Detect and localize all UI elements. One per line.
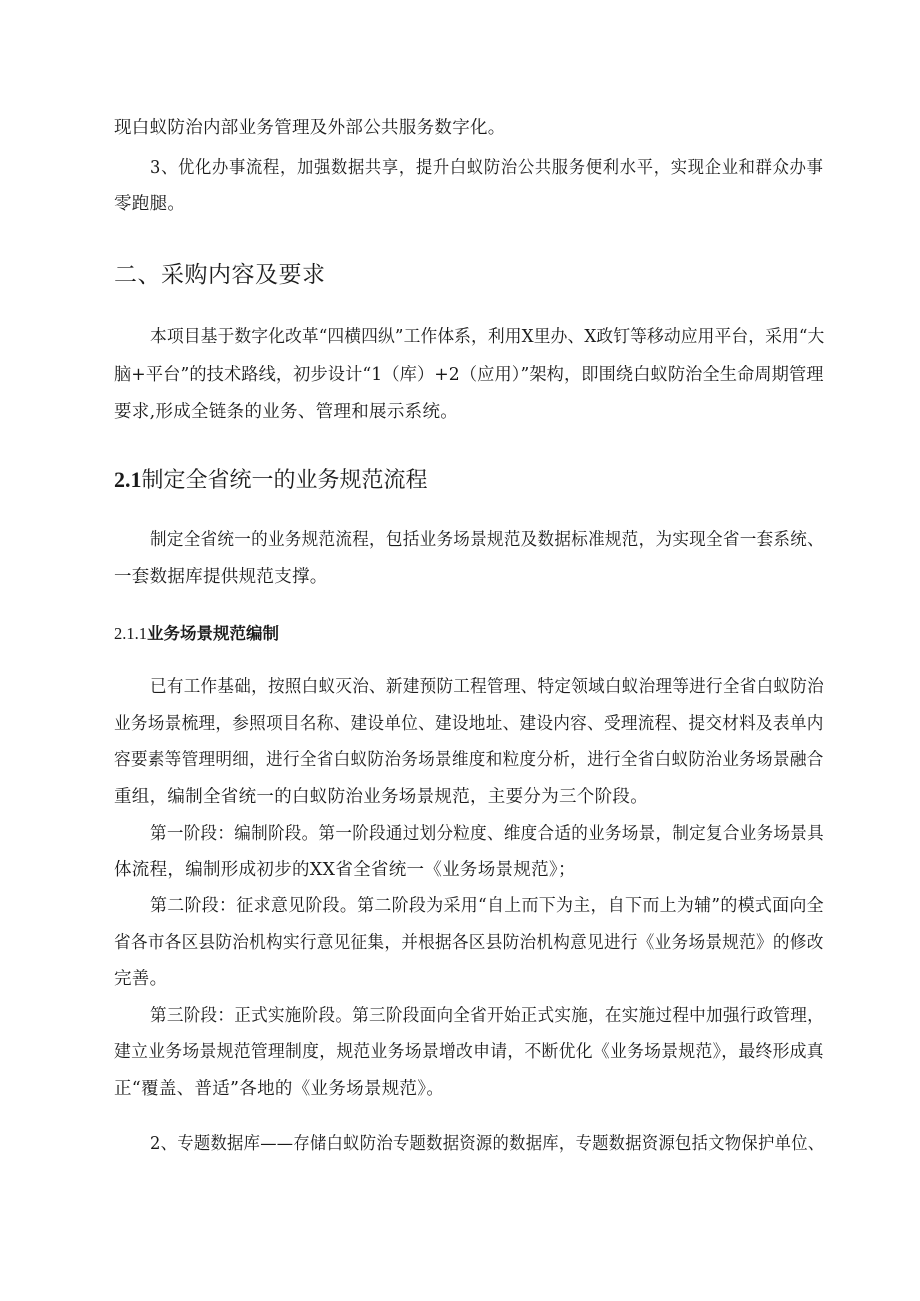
paragraph-line: 业务场景梳理，参照项目名称、建设单位、建设地址、建设内容、受理流程、提交材料及表单内 [114, 714, 824, 734]
section-heading: 二、采购内容及要求 [114, 262, 326, 288]
paragraph-line: 完善。 [114, 969, 168, 989]
subsubsection-title: 业务场景规范编制 [147, 624, 279, 643]
paragraph-line: 第三阶段：正式实施阶段。第三阶段面向全省开始正式实施，在实施过程中加强行政管理， [150, 1006, 824, 1026]
paragraph-line: 零跑腿。 [114, 194, 186, 214]
paragraph-line: 3、优化办事流程，加强数据共享，提升白蚁防治公共服务便利水平，实现企业和群众办事 [150, 158, 824, 178]
paragraph-line: 正“覆盖、普适”各地的《业务场景规范》。 [114, 1079, 445, 1099]
paragraph-line: 一套数据库提供规范支撑。 [114, 567, 328, 587]
paragraph-line: 体流程，编制形成初步的XX省全省统一《业务场景规范》； [114, 860, 576, 880]
paragraph-line: 要求,形成全链条的业务、管理和展示系统。 [114, 402, 459, 422]
paragraph-line: 现白蚁防治内部业务管理及外部公共服务数字化。 [114, 118, 506, 138]
paragraph-line: 已有工作基础，按照白蚁灭治、新建预防工程管理、特定领域白蚁治理等进行全省白蚁防治 [150, 677, 824, 697]
subsubsection-heading [114, 623, 279, 645]
paragraph-line: 容要素等管理明细，进行全省白蚁防治务场景维度和粒度分析，进行全省白蚁防治业务场景融合 [114, 750, 824, 770]
paragraph-line: 省各市各区县防治机构实行意见征集，并根据各区县防治机构意见进行《业务场景规范》的修改 [114, 933, 824, 953]
subsubsection-number: 2.1.1 [114, 624, 147, 643]
paragraph-line: 重组，编制全省统一的白蚁防治业务场景规范，主要分为三个阶段。 [114, 787, 648, 807]
paragraph-line: 制定全省统一的业务规范流程，包括业务场景规范及数据标准规范，为实现全省一套系统、 [150, 530, 824, 550]
paragraph-line: 第二阶段：征求意见阶段。第二阶段为采用“自上而下为主，自下而上为辅”的模式面向全 [150, 896, 824, 916]
subsection-number: 2.1 [114, 467, 142, 492]
paragraph-line: 2、专题数据库——存储白蚁防治专题数据资源的数据库，专题数据资源包括文物保护单位、 [150, 1134, 825, 1154]
subsection-heading [114, 465, 428, 496]
paragraph-line: 第一阶段：编制阶段。第一阶段通过划分粒度、维度合适的业务场景，制定复合业务场景具 [150, 824, 824, 844]
paragraph-line: 本项目基于数字化改革“四横四纵”工作体系，利用X里办、X政钉等移动应用平台，采用“大 [150, 327, 825, 347]
subsection-title: 制定全省统一的业务规范流程 [141, 468, 428, 493]
paragraph-line: 脑+平台”的技术路线，初步设计“1（库）+2（应用）”架构，即围绕白蚁防治全生命周期管理 [114, 365, 824, 385]
paragraph-line: 建立业务场景规范管理制度，规范业务场景增改申请，不断优化《业务场景规范》，最终形成真 [114, 1042, 824, 1062]
